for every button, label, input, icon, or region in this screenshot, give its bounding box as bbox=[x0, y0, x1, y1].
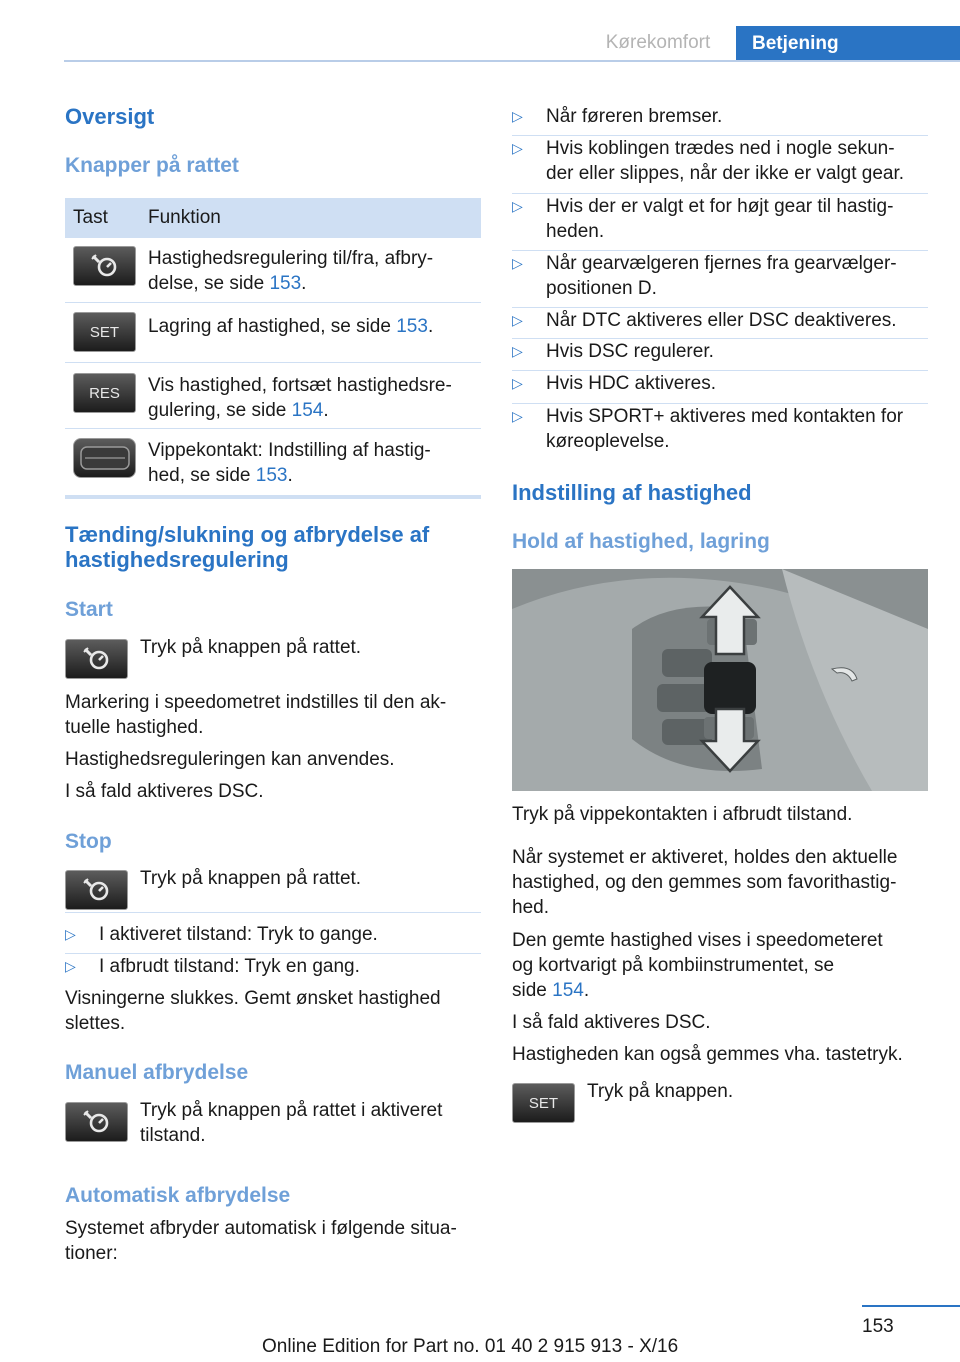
row2-page-link[interactable]: 153 bbox=[396, 316, 428, 337]
heading-stop: Stop bbox=[65, 830, 112, 853]
set-button-icon: SET bbox=[512, 1083, 575, 1123]
paragraph-dsc-right: I så fald aktiveres DSC. bbox=[512, 1012, 711, 1033]
bullet-text: Når DTC aktiveres eller DSC deaktiveres. bbox=[546, 310, 897, 331]
paragraph-visningerne-line2: slettes. bbox=[65, 1013, 126, 1034]
row4-text-line2: hed, se side bbox=[148, 465, 256, 486]
button-table bbox=[65, 198, 481, 499]
bullet-triangle-icon: ▷ bbox=[512, 375, 523, 391]
bullet-triangle-icon: ▷ bbox=[65, 926, 76, 942]
steering-wheel-photo bbox=[512, 569, 928, 791]
row1-text-line2: delse, se side bbox=[148, 273, 270, 294]
bullet-text: positionen D. bbox=[546, 278, 657, 299]
paragraph-aktiveret-line2: hastighed, og den gemmes som favorithastig- bbox=[512, 872, 897, 893]
cruise-control-icon bbox=[65, 1102, 128, 1142]
table-row bbox=[65, 363, 481, 429]
manuel-instruction-line2: tilstand. bbox=[140, 1125, 206, 1146]
paragraph-gemte-end: . bbox=[583, 980, 590, 1001]
row4-page-link[interactable]: 153 bbox=[255, 465, 288, 486]
set-button-icon: SET bbox=[73, 312, 136, 352]
bullet-text: køreoplevelse. bbox=[546, 431, 670, 452]
heading-manuel: Manuel afbrydelse bbox=[65, 1061, 249, 1084]
bullet-text: Hvis SPORT+ aktiveres med kontakten for bbox=[546, 406, 904, 427]
stop-instruction: Tryk på knappen på rattet. bbox=[140, 868, 362, 889]
bullet-triangle-icon: ▷ bbox=[65, 958, 76, 974]
paragraph-automatisk-line2: tioner: bbox=[65, 1243, 118, 1264]
bullet-text: Hvis DSC regulerer. bbox=[546, 341, 714, 362]
heading-knapper: Knapper på rattet bbox=[65, 154, 239, 177]
row2-text: Lagring af hastighed, se side bbox=[148, 316, 397, 337]
manuel-instruction bbox=[140, 1098, 442, 1148]
paragraph-tastetryk: Hastigheden kan også gemmes vha. tastetryk. bbox=[512, 1044, 903, 1065]
cruise-control-icon bbox=[65, 639, 128, 679]
rocker-switch-icon bbox=[73, 438, 136, 478]
bullet-text: Når gearvælgeren fjernes fra gearvælger- bbox=[546, 253, 897, 274]
row1-page-link[interactable]: 153 bbox=[269, 273, 302, 294]
bullet-triangle-icon: ▷ bbox=[512, 408, 523, 424]
start-instruction: Tryk på knappen på rattet. bbox=[140, 637, 362, 658]
bullet-triangle-icon: ▷ bbox=[512, 140, 523, 156]
paragraph-dsc: I så fald aktiveres DSC. bbox=[65, 781, 264, 802]
paragraph-gemte bbox=[512, 928, 883, 1003]
paragraph-gemte-line3: side bbox=[512, 980, 553, 1001]
paragraph-automatisk-line1: Systemet afbryder automatisk i følgende situa- bbox=[65, 1218, 457, 1239]
bullet-triangle-icon: ▷ bbox=[512, 108, 523, 124]
header-rule bbox=[64, 60, 960, 62]
heading-taending bbox=[65, 522, 429, 572]
header-active-tab[interactable]: Betjening bbox=[736, 26, 960, 62]
footer-rule bbox=[862, 1305, 960, 1307]
row3-text-line2: gulering, se side bbox=[148, 400, 292, 421]
row2-end: . bbox=[427, 316, 434, 337]
set-instruction: Tryk på knappen. bbox=[587, 1081, 734, 1102]
heading-start: Start bbox=[65, 598, 113, 621]
table-header-funktion: Funktion bbox=[148, 207, 221, 228]
heading-automatisk: Automatisk afbrydelse bbox=[65, 1184, 291, 1207]
row3-page-link[interactable]: 154 bbox=[291, 400, 324, 421]
table-bottom-rule bbox=[65, 495, 481, 499]
paragraph-anvendes: Hastighedsreguleringen kan anvendes. bbox=[65, 749, 395, 770]
paragraph-markering-line1: Markering i speedometret indstilles til den ak- bbox=[65, 692, 447, 713]
bullet-text: Hvis HDC aktiveres. bbox=[546, 373, 716, 394]
page-number: 153 bbox=[862, 1316, 894, 1337]
row1-text-line1: Hastighedsregulering til/fra, afbry- bbox=[148, 248, 434, 269]
bullet-triangle-icon: ▷ bbox=[512, 198, 523, 214]
bullet-triangle-icon: ▷ bbox=[512, 343, 523, 359]
paragraph-markering-line2: tuelle hastighed. bbox=[65, 717, 204, 738]
stop-bullet-2: I afbrudt tilstand: Tryk en gang. bbox=[99, 956, 360, 977]
list-separator bbox=[65, 912, 481, 913]
photo-caption: Tryk på vippekontakten i afbrudt tilstand. bbox=[512, 804, 853, 825]
paragraph-visningerne-line1: Visningerne slukkes. Gemt ønsket hastighed bbox=[65, 988, 441, 1009]
bullet-text: Hvis koblingen trædes ned i nogle sekun- bbox=[546, 138, 895, 159]
cruise-control-icon bbox=[73, 246, 136, 286]
res-button-icon: RES bbox=[73, 373, 136, 413]
paragraph-markering bbox=[65, 690, 446, 740]
header-section-tab[interactable]: Kørekomfort bbox=[605, 32, 711, 53]
table-header bbox=[65, 198, 481, 238]
paragraph-gemte-line2: og kortvarigt på kombiinstrumentet, se bbox=[512, 955, 835, 976]
row3-end: . bbox=[323, 400, 329, 421]
row1-end: . bbox=[301, 273, 307, 294]
cruise-control-icon bbox=[65, 870, 128, 910]
row4-end: . bbox=[287, 465, 293, 486]
stop-bullet-1: I aktiveret tilstand: Tryk to gange. bbox=[99, 924, 378, 945]
paragraph-gemte-line1: Den gemte hastighed vises i speedometeret bbox=[512, 930, 883, 951]
paragraph-automatisk bbox=[65, 1216, 457, 1266]
table-row bbox=[65, 303, 481, 363]
bullet-text: Når føreren bremser. bbox=[546, 106, 723, 127]
heading-taending-line2: hastighedsregulering bbox=[65, 547, 289, 572]
footer-edition: Online Edition for Part no. 01 40 2 915 913 - X/16 bbox=[262, 1336, 679, 1357]
bullet-text: der eller slippes, når der ikke er valgt gear. bbox=[546, 163, 905, 184]
bullet-triangle-icon: ▷ bbox=[512, 312, 523, 328]
heading-oversigt: Oversigt bbox=[65, 104, 155, 129]
table-row bbox=[65, 238, 481, 303]
bullet-text: heden. bbox=[546, 221, 605, 242]
bullet-triangle-icon: ▷ bbox=[512, 255, 523, 271]
paragraph-aktiveret bbox=[512, 845, 897, 920]
paragraph-aktiveret-line3: hed. bbox=[512, 897, 549, 918]
manuel-instruction-line1: Tryk på knappen på rattet i aktiveret bbox=[140, 1100, 443, 1121]
row3-text-line1: Vis hastighed, fortsæt hastighedsre- bbox=[148, 375, 452, 396]
table-row bbox=[65, 429, 481, 495]
heading-indstilling: Indstilling af hastighed bbox=[512, 480, 752, 505]
paragraph-aktiveret-line1: Når systemet er aktiveret, holdes den aktuelle bbox=[512, 847, 898, 868]
heading-taending-line1: Tænding/slukning og afbrydelse af bbox=[65, 522, 430, 547]
paragraph-visningerne bbox=[65, 986, 441, 1036]
paragraph-gemte-page-link[interactable]: 154 bbox=[552, 980, 584, 1001]
bullet-text: Hvis der er valgt et for højt gear til hastig- bbox=[546, 196, 894, 217]
table-header-tast: Tast bbox=[73, 207, 108, 228]
row4-text-line1: Vippekontakt: Indstilling af hastig- bbox=[148, 440, 431, 461]
heading-hold: Hold af hastighed, lagring bbox=[512, 530, 770, 553]
